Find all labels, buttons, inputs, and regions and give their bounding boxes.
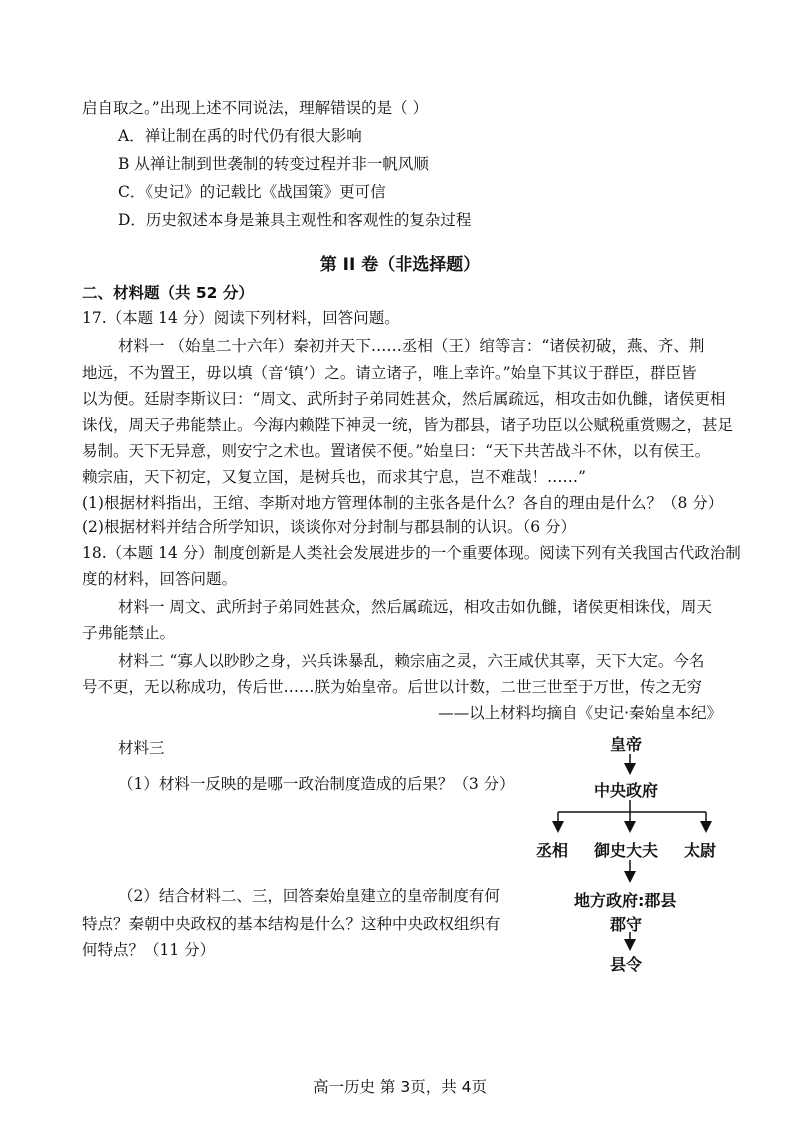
chancellor-node: 丞相 [536,841,569,860]
governor-node: 郡守 [610,915,643,934]
local-government-node: 地方政府:郡县 [574,891,677,910]
q17-material-line: 赖宗庙，天下初定，又复立国，是树兵也，而求其宁息，岂不难哉！……” [82,468,586,486]
emperor-node: 皇帝 [610,735,643,754]
q18-material1-line: 子弗能禁止。 [82,624,176,642]
q17-stem: 17.（本题 14 分）阅读下列材料，回答问题。 [82,309,400,327]
q17-material-line: 以为便。廷尉李斯议曰：“周文、武所封子弟同姓甚众，然后属疏远，相攻击如仇雠，诸侯更相 [82,390,726,408]
q18-material1-line: 材料一 周文、武所封子弟同姓甚众，然后属疏远，相攻击如仇雠，诸侯更相诛伐，周天 [118,598,712,616]
q16-option-b: B 从禅让制到世袭制的转变过程并非一帆风顺 [118,155,429,173]
q16-option-d: D．历史叙述本身是兼具主观性和客观性的复杂过程 [118,211,472,229]
q18-stem-line: 度的材料，回答问题。 [82,570,238,588]
q17-question-2: (2)根据材料并结合所学知识，谈谈你对分封制与郡县制的认识。（6 分） [82,518,576,536]
section-title: 第 II 卷（非选择题） [319,255,481,275]
q18-stem-line: 18.（本题 14 分）制度创新是人类社会发展进步的一个重要体现。阅读下列有关我国古代政治制 [82,544,741,562]
q16-option-a: A．禅让制在禹的时代仍有很大影响 [118,127,362,145]
central-government-node: 中央政府 [594,781,659,800]
q18-material3-label: 材料三 [118,739,165,757]
page-footer: 高一历史 第 3页，共 4页 [312,1078,487,1096]
q17-material-line: 易制。天下无异意，则安宁之术也。置诸侯不便。”始皇曰：“天下共苦战斗不休，以有侯王。 [82,442,711,460]
q17-material-line: 材料一 （始皇二十六年）秦初并天下……丞相（王）绾等言：“诸侯初破，燕、齐、荆 [118,337,705,355]
q17-material-line: 诛伐，周天子弗能禁止。今海内赖陛下神灵一统，皆为郡县，诸子功臣以公赋税重赏赐之，甚足 [82,416,734,434]
q17-material-line: 地远，不为置王，毋以填（音‘镇’）之。请立诸子，唯上幸许。”始皇下其议于群臣，群臣皆 [82,364,697,382]
q18-source: ——以上材料均摘自《史记·秦始皇本纪》 [438,704,722,722]
q18-material2-line: 材料二 “寡人以眇眇之身，兴兵诛暴乱，赖宗庙之灵，六王咸伏其辜，天下大定。今名 [118,652,705,670]
q18-question-2-line: （2）结合材料二、三，回答秦始皇建立的皇帝制度有何 [118,887,500,905]
commandant-node: 太尉 [684,841,717,860]
q16-tail: 启自取之。”出现上述不同说法，理解错误的是（ ） [82,99,429,117]
q16-option-c: C．《史记》的记载比《战国策》更可信 [118,183,386,201]
censor-node: 御史大夫 [594,841,659,860]
q17-question-1: (1)根据材料指出，王绾、李斯对地方管理体制的主张各是什么？各自的理由是什么？（8 分） [82,494,724,512]
section2-heading: 二、材料题（共 52 分） [82,284,254,302]
government-structure-diagram [520,728,760,978]
magistrate-node: 县令 [610,955,643,974]
q18-question-2-line: 何特点？（11 分） [82,941,216,959]
q18-question-2-line: 特点？秦朝中央政权的基本结构是什么？这种中央政权组织有 [82,915,501,933]
q18-question-1: （1）材料一反映的是哪一政治制度造成的后果？（3 分） [118,775,515,793]
q18-material2-line: 号不更，无以称成功，传后世……朕为始皇帝。后世以计数，二世三世至于万世，传之无穷 [82,678,703,696]
